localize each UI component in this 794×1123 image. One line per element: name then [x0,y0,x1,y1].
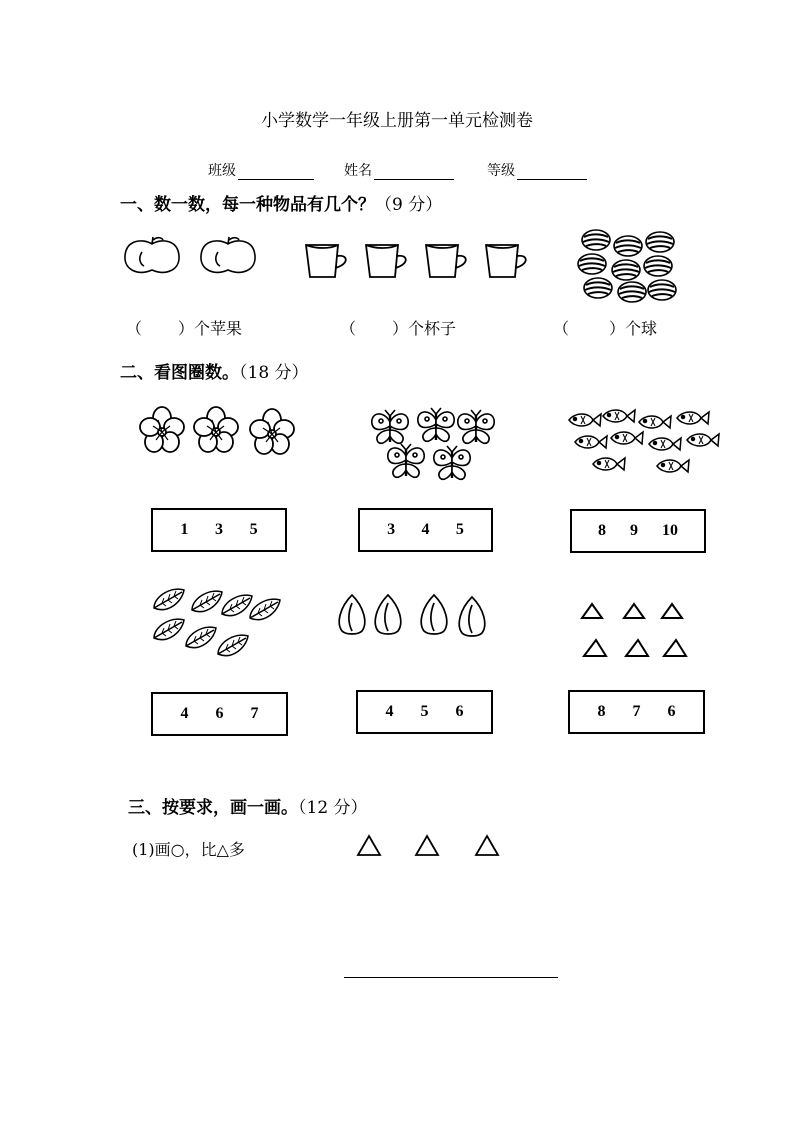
paren-open: （ [340,319,357,338]
section3-heading [128,793,368,818]
choice-box-butterflies [358,508,493,552]
triangle-icon [578,600,690,662]
paren-close: ） [178,319,195,338]
choice-box-triangles [568,690,705,734]
triangle-icon [356,834,502,858]
name-field [344,160,454,180]
butterfly-icon [376,404,494,488]
choice-number[interactable]: 7 [632,703,641,720]
ball-icon [578,226,678,304]
section1-title: 一、数一数，每一种物品有几个？ [120,195,375,215]
choice-number[interactable]: 4 [421,521,430,538]
grade-label: 等级 [487,163,515,179]
choice-number[interactable]: 9 [630,522,638,539]
choice-number[interactable]: 8 [598,522,606,539]
choice-box-peaches [356,690,493,734]
choice-number[interactable]: 4 [385,703,394,720]
choice-number[interactable]: 10 [662,522,678,539]
paren-open: （ [126,319,143,338]
ball-unit: 个球 [625,319,658,338]
section2-title: 二、看图圈数。 [120,363,239,383]
choice-number[interactable]: 6 [667,703,676,720]
choice-number[interactable]: 4 [180,705,189,722]
cup-unit: 个杯子 [408,319,457,338]
cup-icon [304,242,534,282]
leaf-icon [148,584,282,668]
choice-box-leaves [151,692,288,736]
section2-points: （18 分） [239,363,309,383]
class-label: 班级 [208,163,236,179]
choice-box-fish [570,509,706,553]
answer-apples [126,316,242,339]
paren-open: （ [553,319,570,338]
class-field [208,160,314,180]
paren-close: ） [609,319,626,338]
section3-points: （12 分） [298,798,368,818]
choice-number[interactable]: 5 [455,521,464,538]
choice-number[interactable]: 5 [420,703,429,720]
apple-icon [122,236,262,278]
choice-number[interactable]: 1 [180,521,189,538]
question-1: (1)画○，比△多 [132,840,245,859]
section1-heading [120,190,442,215]
class-blank[interactable] [238,165,314,180]
answer-balls [553,316,657,339]
choice-number[interactable]: 6 [215,705,224,722]
choice-number[interactable]: 5 [249,521,258,538]
grade-blank[interactable] [517,165,587,180]
page-title: 小学数学一年级上册第一单元检测卷 [261,111,533,131]
choice-number[interactable]: 6 [455,703,464,720]
section1-points: （9 分） [375,195,443,215]
fish-icon [565,406,725,478]
answer-cups [340,316,456,339]
choice-number[interactable]: 3 [387,521,396,538]
drawing-answer-line[interactable] [344,977,558,978]
choice-number[interactable]: 3 [214,521,223,538]
apple-unit: 个苹果 [194,319,243,338]
peach-icon [336,592,496,638]
name-blank[interactable] [374,165,454,180]
choice-number[interactable]: 8 [597,703,606,720]
flower-icon [138,404,302,458]
choice-number[interactable]: 7 [250,705,259,722]
section3-title: 三、按要求，画一画。 [128,798,298,818]
grade-field [487,160,587,180]
paren-close: ） [392,319,409,338]
name-label: 姓名 [344,163,372,179]
section2-heading [120,358,309,383]
choice-box-flowers [151,508,287,552]
